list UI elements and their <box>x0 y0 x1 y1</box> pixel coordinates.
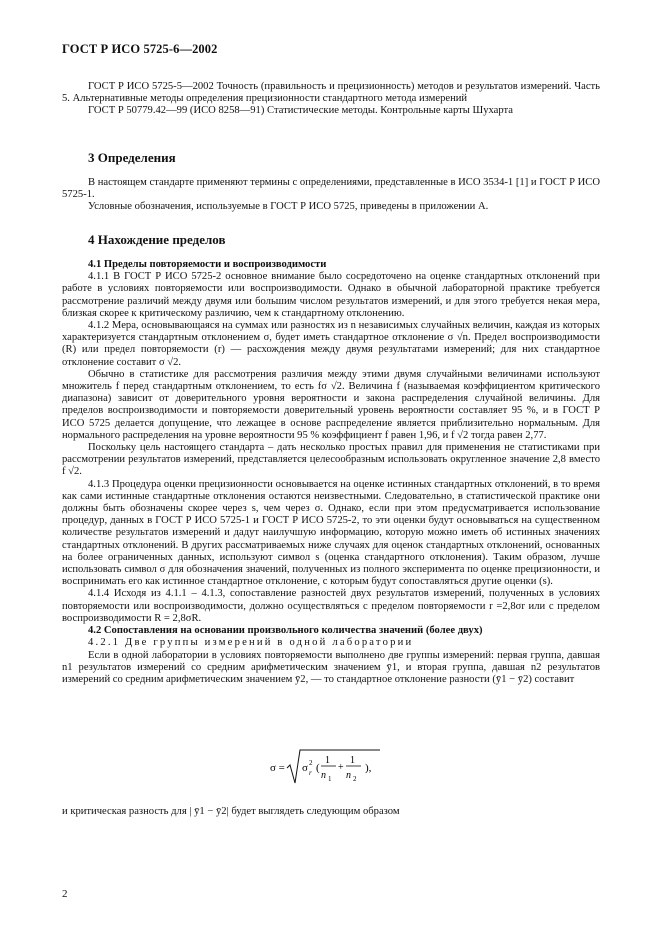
subsection-heading: 4.1 Пределы повторяемости и воспроизводимости <box>88 259 327 270</box>
denominator-sub-2: 2 <box>353 775 357 783</box>
subsection-heading: 4.2 Сопоставления на основании произвольного количества значений (более двух) <box>88 625 483 637</box>
paragraph: Условные обозначения, используемые в ГОСТ Р ИСО 5725, приведены в приложении А. <box>88 201 489 213</box>
denominator-n2: n <box>346 770 351 781</box>
paragraph: 4.1.3 Процедура оценки прецизионности основывается на оценке истинных стандартных отклонений, в то время как сами истинные стандартные отклонения остаются неизвестными. Следовательно, в статистической практике они должны быть обозначены скорее через s, чем через σ. Однако, если при этом предусматривается использование процедур, данных в ГОСТ Р ИСО 5725-1 и ГОСТ Р ИСО 5725-2, то эти оценки будут основываться на существенном количестве результатов измерений и дадут наилучшую информацию, которую можно иметь об истинных значениях стандартных отклонений. В других рассматриваемых ниже случаях для оценок стандартных отклонений, основанных на более ограниченных данных, используют символ s (оценка стандартного отклонения). Таким образом, лучше использовать символ σ для обозначения значений, полученных из полного эксперимента по оценке прецизионности, и воспринимать его как истинное стандартное отклонение, с которым будут сопоставляться другие оценки (s). <box>62 478 600 588</box>
paragraph: 4.1.2 Мера, основывающаяся на суммах или разностях из n независимых случайных величин, каждая из которых характеризуется стандартным отклонением σ, будет иметь стандартное отклонение σ √n. Предел воспроизводимости (R) или предел повторяемости (r) — расхождения между двумя результатами измерений; для них стандартное отклонение составит σ √2. <box>62 320 600 368</box>
paragraph: Если в одной лаборатории в условиях повторяемости выполнено две группы измерений: первая группа, давшая n1 результатов измерений со средним арифметическим значением ȳ1, и вторая группа, давшая n2 результатов измерений со средним арифметическим значением ȳ2, — то стандартное отклонение разности (ȳ1 − ȳ2) составит <box>62 649 600 685</box>
reference-item: ГОСТ Р 50779.42—99 (ИСО 8258—91) Статистические методы. Контрольные карты Шухарта <box>88 105 513 117</box>
sigma-symbol: σ <box>302 762 308 774</box>
section-3-heading: 3 Определения <box>88 150 176 165</box>
paragraph: 4.1.1 В ГОСТ Р ИСО 5725-2 основное внимание было сосредоточено на оценке стандартных отклонений при работе в условиях повторяемости или воспроизводимости. Однако в обычной лабораторной практике требуется рассмотрение различий между двумя или большим числом результатов измерений, и для этого требуется некая мера, близкая скорее к критическому различию, чем к стандартному отклонению. <box>62 271 600 319</box>
paren-close: ), <box>365 762 372 774</box>
page-number: 2 <box>62 888 68 900</box>
numerator-2: 1 <box>350 755 355 766</box>
paren-open: ( <box>316 762 320 774</box>
reference-item: ГОСТ Р ИСО 5725-5—2002 Точность (правильность и прецизионность) методов и результатов измерений. Часть 5. Альтернативные методы определения прецизионности стандартного метода измерений <box>62 81 600 105</box>
paragraph: В настоящем стандарте применяют термины с определениями, представленные в ИСО 3534-1 [1] и ГОСТ Р ИСО 5725-1. <box>62 177 600 201</box>
denominator-n1: n <box>321 770 326 781</box>
numerator-1: 1 <box>325 755 330 766</box>
subsection-heading: 4.2.1 Две группы измерений в одной лаборатории <box>88 637 414 649</box>
paragraph: Обычно в статистике для рассмотрения различия между этими двумя случайными величинами используют множитель f перед стандартным отклонением, то есть fσ √2. Величина f (называемая коэффициентом критического диапазона) зависит от доверительного уровня вероятности и закона распределения случайной величины. Для пределов воспроизводимости и повторяемости доверительный уровень вероятности составляет 95 %, и в ГОСТ Р ИСО 5725 делается допущение, что лежащее в основе распределение является приблизительно нормальным. Для нормального распределения на уровне вероятности 95 % коэффициент f равен 1,96, и f √2 тогда равен 2,77. <box>62 368 600 441</box>
section-4-heading: 4 Нахождение пределов <box>88 232 226 247</box>
references-block <box>62 81 600 118</box>
paragraph: 4.1.4 Исходя из 4.1.1 – 4.1.3, сопоставление разностей двух результатов измерений, полученных в условиях повторяемости или воспроизводимости, должно осуществляться с пределом повторяемости r =2,8σr или с пределом воспроизводимости R = 2,8σR. <box>62 588 600 624</box>
subscript-r: r <box>309 769 312 777</box>
denominator-sub-1: 1 <box>328 775 332 783</box>
paragraph: Поскольку цель настоящего стандарта – дать несколько простых правил для применения не статистиками при рассмотрении результатов измерений, представляется целесообразным использовать округленное значение 2,8 вместо f √2. <box>62 442 600 478</box>
formula-sigma-difference <box>0 748 661 788</box>
section-3-body <box>62 177 600 214</box>
section-4-body <box>62 259 600 686</box>
plus-sign: + <box>338 762 344 773</box>
formula-lhs: σ = <box>270 762 285 774</box>
closing-paragraph <box>62 806 600 818</box>
formula-graphic <box>0 748 661 788</box>
exponent: 2 <box>309 759 313 767</box>
paragraph: и критическая разность для | ȳ1 − ȳ2| будет выглядеть следующим образом <box>62 806 400 817</box>
document-header: ГОСТ Р ИСО 5725-6—2002 <box>62 42 218 56</box>
